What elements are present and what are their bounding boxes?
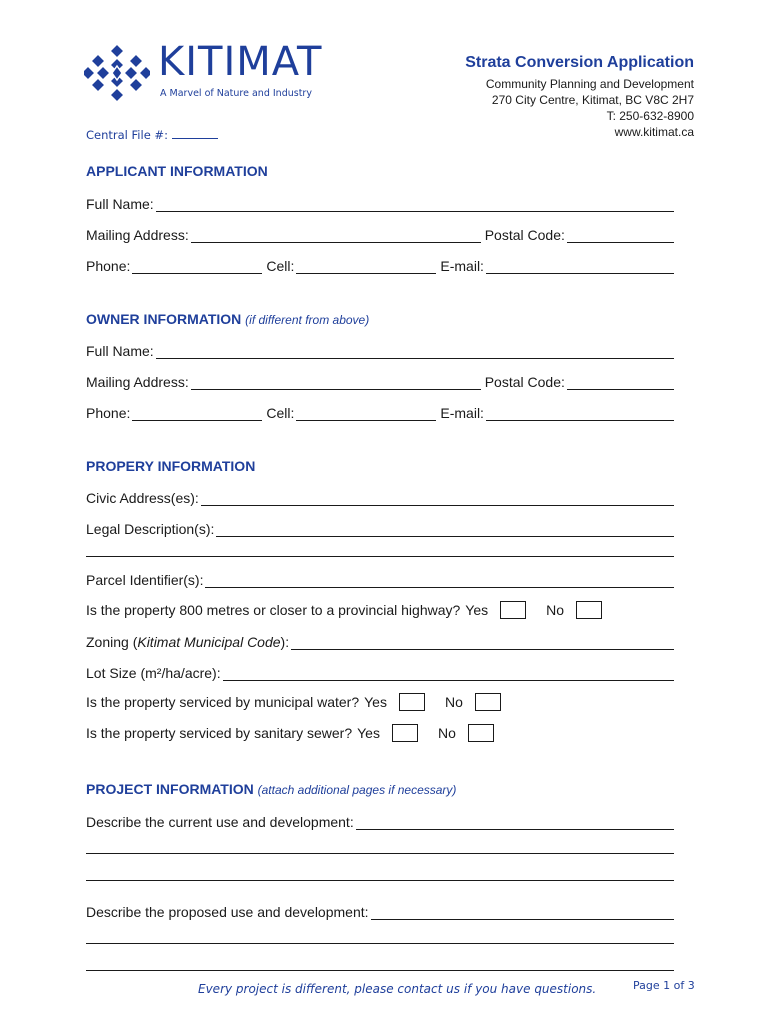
property-heading-text: PROPERY INFORMATION bbox=[86, 458, 256, 474]
zoning-prefix: Zoning ( bbox=[86, 634, 138, 650]
project-heading-note: (attach additional pages if necessary) bbox=[257, 783, 457, 797]
zoning-code-name: Kitimat Municipal Code bbox=[137, 634, 281, 650]
applicant-postal-label: Postal Code: bbox=[484, 227, 565, 243]
applicant-full-name-label: Full Name: bbox=[86, 196, 154, 212]
applicant-mailing-label: Mailing Address: bbox=[86, 227, 189, 243]
applicant-phone-label: Phone: bbox=[86, 258, 131, 274]
water-yes-checkbox[interactable] bbox=[399, 693, 425, 711]
phone-number: T: 250-632-8900 bbox=[606, 109, 694, 123]
proposed-use-line-3[interactable] bbox=[86, 970, 674, 971]
central-file-field[interactable] bbox=[86, 126, 218, 142]
project-heading bbox=[86, 781, 456, 797]
proposed-use-field[interactable] bbox=[371, 905, 674, 920]
owner-heading-note: (if different from above) bbox=[245, 313, 370, 327]
lot-size-label: Lot Size (m²/ha/acre): bbox=[86, 665, 221, 681]
highway-no-label: No bbox=[546, 602, 565, 618]
owner-phone-label: Phone: bbox=[86, 405, 131, 421]
applicant-mailing-row bbox=[86, 225, 674, 243]
civic-address-field[interactable] bbox=[201, 491, 674, 506]
website: www.kitimat.ca bbox=[614, 125, 694, 139]
zoning-suffix: ): bbox=[280, 634, 290, 650]
legal-description-row bbox=[86, 519, 674, 537]
water-question-row bbox=[86, 692, 521, 712]
sewer-no-checkbox[interactable] bbox=[468, 724, 494, 742]
sewer-question-row bbox=[86, 723, 514, 743]
current-use-field[interactable] bbox=[356, 815, 674, 830]
applicant-cell-field[interactable] bbox=[296, 259, 436, 274]
water-yes-label: Yes bbox=[364, 694, 387, 710]
legal-description-extra-line[interactable] bbox=[86, 556, 674, 557]
logo-wordmark: KITIMAT bbox=[158, 39, 323, 85]
highway-no-checkbox[interactable] bbox=[576, 601, 602, 619]
department: Community Planning and Development bbox=[485, 77, 694, 91]
document-title: Strata Conversion Application bbox=[465, 54, 694, 71]
owner-full-name-field[interactable] bbox=[156, 344, 674, 359]
owner-phone-field[interactable] bbox=[132, 406, 262, 421]
parcel-identifier-label: Parcel Identifier(s): bbox=[86, 572, 204, 588]
water-no-checkbox[interactable] bbox=[475, 693, 501, 711]
highway-yes-label: Yes bbox=[465, 602, 489, 618]
lot-size-row bbox=[86, 663, 674, 681]
sewer-question-label: Is the property serviced by sanitary sewer? bbox=[86, 725, 353, 741]
owner-email-field[interactable] bbox=[486, 406, 674, 421]
current-use-label: Describe the current use and development: bbox=[86, 814, 354, 830]
snowflake-logo-icon bbox=[84, 42, 150, 104]
owner-mailing-label: Mailing Address: bbox=[86, 374, 189, 390]
parcel-identifier-field[interactable] bbox=[205, 573, 674, 588]
applicant-full-name-row bbox=[86, 194, 674, 212]
owner-contact-row bbox=[86, 403, 674, 421]
owner-cell-field[interactable] bbox=[296, 406, 436, 421]
civic-address-label: Civic Address(es): bbox=[86, 490, 199, 506]
current-use-line-2[interactable] bbox=[86, 853, 674, 854]
logo-tagline: A Marvel of Nature and Industry bbox=[160, 88, 312, 99]
owner-postal-label: Postal Code: bbox=[484, 374, 565, 390]
sewer-yes-label: Yes bbox=[357, 725, 380, 741]
zoning-label bbox=[86, 634, 289, 650]
page-number: Page 1 of 3 bbox=[633, 979, 695, 992]
proposed-use-row bbox=[86, 902, 674, 920]
water-question-label: Is the property serviced by municipal water? bbox=[86, 694, 360, 710]
applicant-email-field[interactable] bbox=[486, 259, 674, 274]
water-no-label: No bbox=[444, 694, 463, 710]
address: 270 City Centre, Kitimat, BC V8C 2H7 bbox=[491, 93, 694, 107]
owner-postal-field[interactable] bbox=[567, 375, 674, 390]
owner-full-name-row bbox=[86, 341, 674, 359]
applicant-full-name-field[interactable] bbox=[156, 197, 674, 212]
applicant-mailing-field[interactable] bbox=[191, 228, 481, 243]
sewer-yes-checkbox[interactable] bbox=[392, 724, 418, 742]
owner-mailing-field[interactable] bbox=[191, 375, 481, 390]
highway-yes-checkbox[interactable] bbox=[500, 601, 526, 619]
owner-heading bbox=[86, 311, 369, 327]
central-file-blank[interactable] bbox=[172, 126, 218, 139]
applicant-heading-text: APPLICANT INFORMATION bbox=[86, 163, 268, 179]
applicant-phone-field[interactable] bbox=[132, 259, 262, 274]
document-header bbox=[354, 54, 694, 140]
lot-size-field[interactable] bbox=[223, 666, 674, 681]
applicant-cell-label: Cell: bbox=[266, 258, 295, 274]
proposed-use-line-2[interactable] bbox=[86, 943, 674, 944]
owner-email-label: E-mail: bbox=[440, 405, 484, 421]
highway-question-label: Is the property 800 metres or closer to a provincial highway? bbox=[86, 602, 461, 618]
highway-question-row bbox=[86, 600, 622, 620]
parcel-identifier-row bbox=[86, 570, 674, 588]
owner-cell-label: Cell: bbox=[266, 405, 295, 421]
applicant-postal-field[interactable] bbox=[567, 228, 674, 243]
owner-full-name-label: Full Name: bbox=[86, 343, 154, 359]
sewer-no-label: No bbox=[437, 725, 456, 741]
central-file-label: Central File #: bbox=[86, 128, 168, 142]
legal-description-label: Legal Description(s): bbox=[86, 521, 215, 537]
project-heading-text: PROJECT INFORMATION bbox=[86, 781, 254, 797]
applicant-contact-row bbox=[86, 256, 674, 274]
zoning-row bbox=[86, 632, 674, 650]
owner-heading-text: OWNER INFORMATION bbox=[86, 311, 242, 327]
current-use-line-3[interactable] bbox=[86, 880, 674, 881]
proposed-use-label: Describe the proposed use and development: bbox=[86, 904, 369, 920]
legal-description-field[interactable] bbox=[216, 522, 674, 537]
civic-address-row bbox=[86, 488, 674, 506]
applicant-heading bbox=[86, 163, 268, 179]
property-heading bbox=[86, 458, 255, 474]
applicant-email-label: E-mail: bbox=[440, 258, 484, 274]
owner-mailing-row bbox=[86, 372, 674, 390]
footer-message: Every project is different, please contact us if you have questions. bbox=[198, 982, 597, 996]
zoning-field[interactable] bbox=[291, 635, 674, 650]
current-use-row bbox=[86, 812, 674, 830]
